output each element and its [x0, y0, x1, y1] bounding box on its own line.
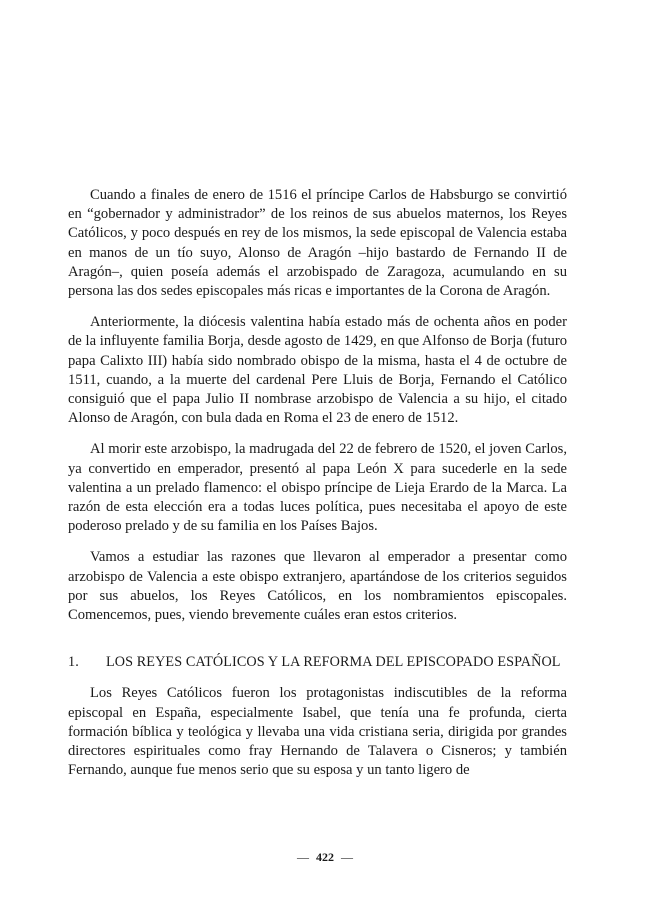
body-paragraph-1: Cuando a finales de enero de 1516 el príncipe Carlos de Habsburgo se convirtió en “gobernador y administrador” de los reinos de sus abuelos maternos, los Reyes Católicos, y poco después en rey de los mismos, la sede episcopal de Valencia estaba en manos de un tío suyo, Alonso de Aragón –hijo bastardo de Fernando II de Aragón–, quien poseía además el arzobispado de Zaragoza, acumulando en su persona las dos sedes episcopales más ricas e importantes de la Corona de Aragón. [68, 187, 567, 300]
body-paragraph-4: Vamos a estudiar las razones que llevaron al emperador a presentar como arzobispo de Valencia a este obispo extranjero, apartándose de los criterios seguidos por sus abuelos, los Reyes Católicos, en los nombramientos episcopales. Comencemos, pues, viendo brevemente cuáles eran estos criterios. [68, 549, 567, 624]
folio-dash-right: — [341, 850, 353, 864]
section-heading [68, 653, 567, 672]
section-paragraph: Los Reyes Católicos fueron los protagonistas indiscutibles de la reforma episcopal en España, especialmente Isabel, que tenía una fe profunda, cierta formación bíblica y teológica y llevaba una vida cristiana seria, dirigida por grandes directores espirituales como fray Hernando de Talavera o Cisneros; y también Fernando, aunque fue menos serio que su esposa y un tanto ligero de [68, 685, 567, 779]
section-title: LOS REYES CATÓLICOS Y LA REFORMA DEL EPISCOPADO ESPAÑOL [106, 654, 561, 671]
body-paragraph-3: Al morir este arzobispo, la madrugada del 22 de febrero de 1520, el joven Carlos, ya convertido en emperador, presentó al papa León X para sucederle en la sede valentina a un prelado flamenco: el obispo príncipe de Lieja Erardo de la Marca. La razón de esta elección era a todas luces política, pues necesitaba el apoyo de este poderoso prelado y de su familia en los Países Bajos. [68, 441, 567, 535]
section-number: 1. [68, 654, 79, 671]
page-number-footer [0, 850, 650, 865]
folio-dash-left: — [297, 850, 309, 864]
body-paragraph-2: Anteriormente, la diócesis valentina había estado más de ochenta años en poder de la influyente familia Borja, desde agosto de 1429, en que Alfonso de Borja (futuro papa Calixto III) había sido nombrado obispo de la misma, hasta el 4 de octubre de 1511, cuando, a la muerte del cardenal Pere Lluis de Borja, Fernando el Católico consiguió que el papa Julio II nombrase arzobispo de Valencia a su hijo, el citado Alonso de Aragón, con bula dada en Roma el 23 de enero de 1512. [68, 314, 567, 427]
page-body [68, 186, 567, 780]
page-number: 422 [316, 850, 334, 864]
